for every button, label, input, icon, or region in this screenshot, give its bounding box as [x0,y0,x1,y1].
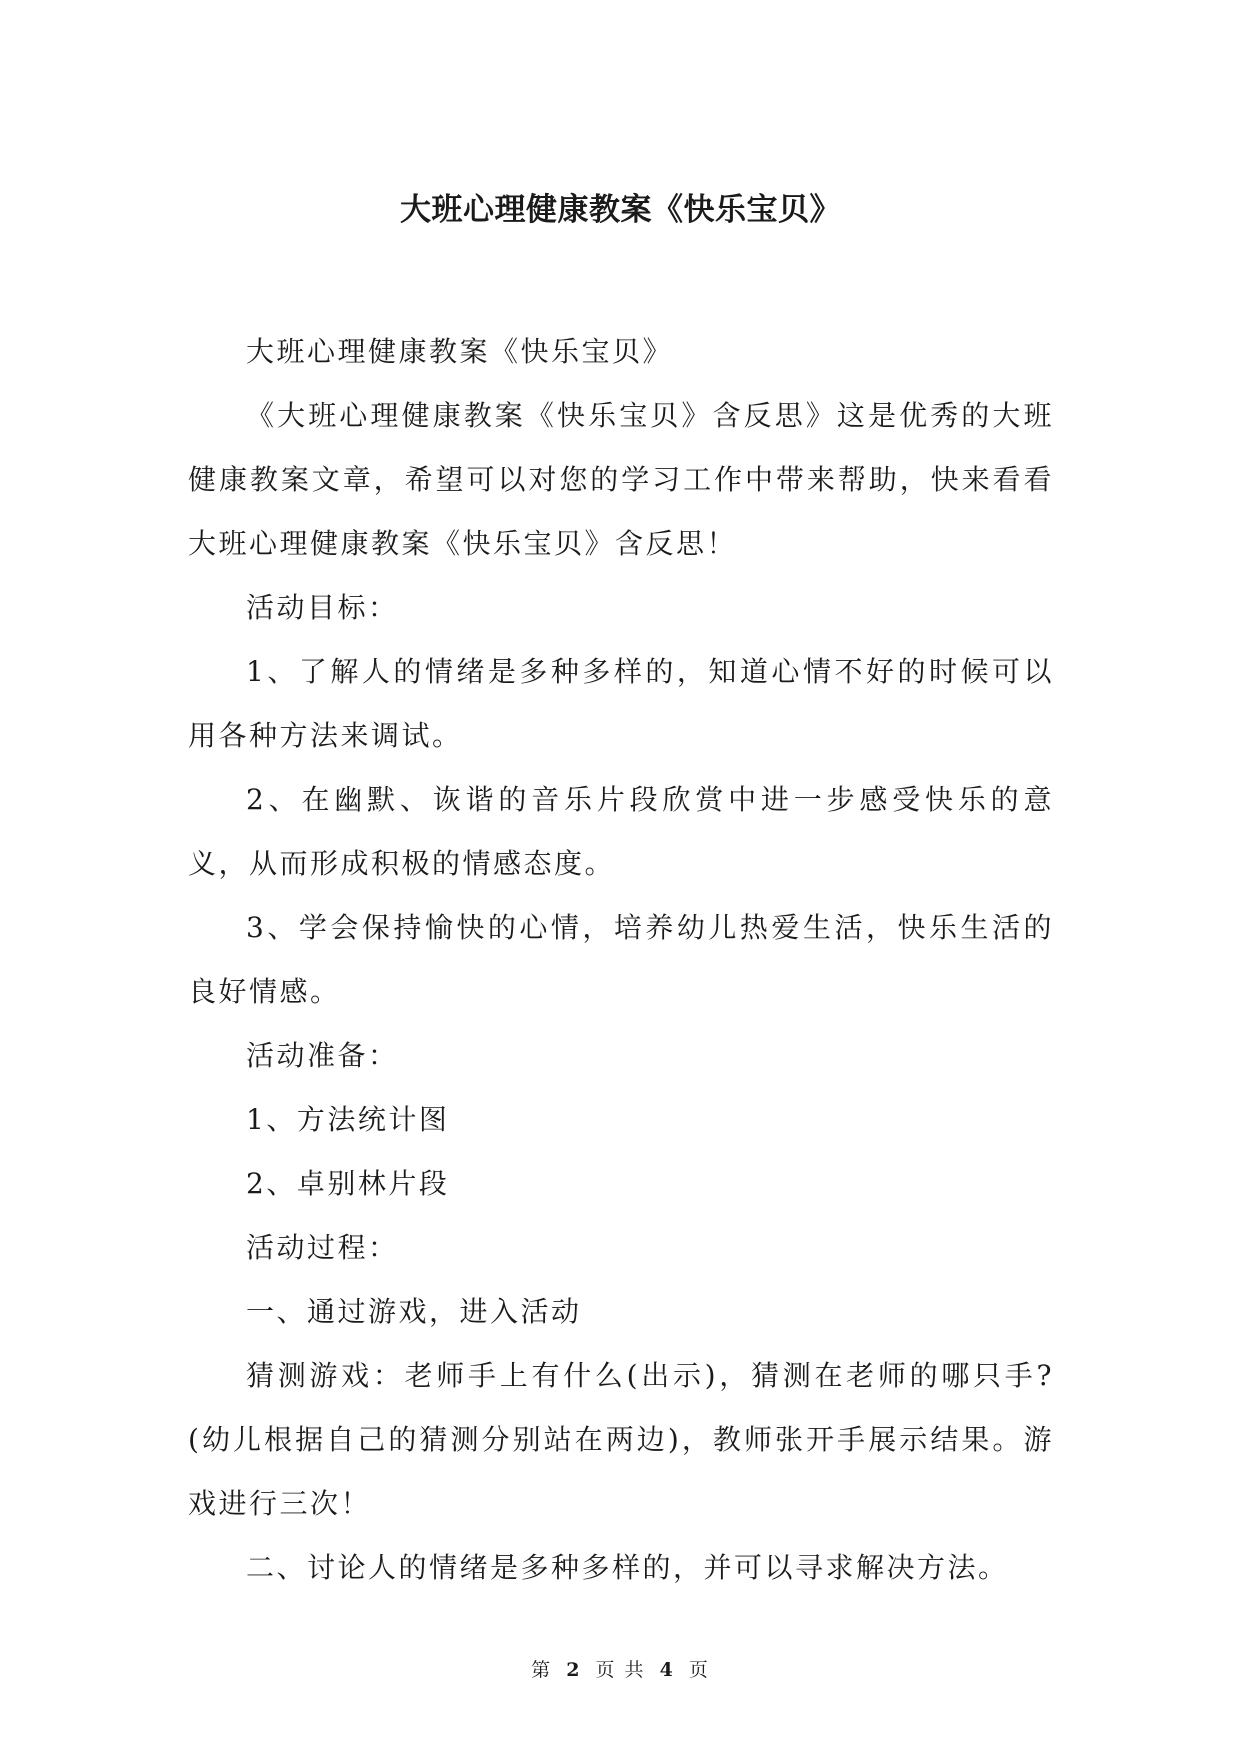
paragraph-goal-3: 3、学会保持愉快的心情，培养幼儿热爱生活，快乐生活的良好情感。 [188,911,1054,1008]
paragraph-process-step-1: 一、通过游戏，进入活动 [246,1295,582,1328]
document-title: 大班心理健康教案《快乐宝贝》 [400,192,841,228]
paragraph-process-heading: 活动过程： [246,1231,399,1264]
footer-suffix: 页 [688,1659,710,1681]
document-body [188,320,1054,1600]
paragraph-prep-heading: 活动准备： [246,1039,399,1072]
footer-middle: 页 共 [595,1659,646,1681]
paragraph-intro: 《大班心理健康教案《快乐宝贝》含反思》这是优秀的大班健康教案文章，希望可以对您的学习工作中带来帮助，快来看看大班心理健康教案《快乐宝贝》含反思！ [188,399,1054,560]
paragraph-prep-1: 1、方法统计图 [246,1103,450,1136]
footer-total-pages: 4 [659,1659,675,1681]
paragraph-heading: 大班心理健康教案《快乐宝贝》 [246,335,674,368]
paragraph-goals-heading: 活动目标： [246,591,399,624]
paragraph-process-step-2: 二、讨论人的情绪是多种多样的，并可以寻求解决方法。 [246,1551,1009,1584]
paragraph-prep-2: 2、卓别林片段 [246,1167,450,1200]
paragraph-guess-game: 猜测游戏：老师手上有什么(出示)，猜测在老师的哪只手?(幼儿根据自己的猜测分别站在两边)，教师张开手展示结果。游戏进行三次！ [188,1359,1054,1520]
page-footer [0,1658,1241,1682]
footer-prefix: 第 [531,1659,553,1681]
footer-page-number: 2 [566,1659,582,1681]
paragraph-goal-2: 2、在幽默、诙谐的音乐片段欣赏中进一步感受快乐的意义，从而形成积极的情感态度。 [188,783,1054,880]
paragraph-goal-1: 1、了解人的情绪是多种多样的，知道心情不好的时候可以用各种方法来调试。 [188,655,1054,752]
